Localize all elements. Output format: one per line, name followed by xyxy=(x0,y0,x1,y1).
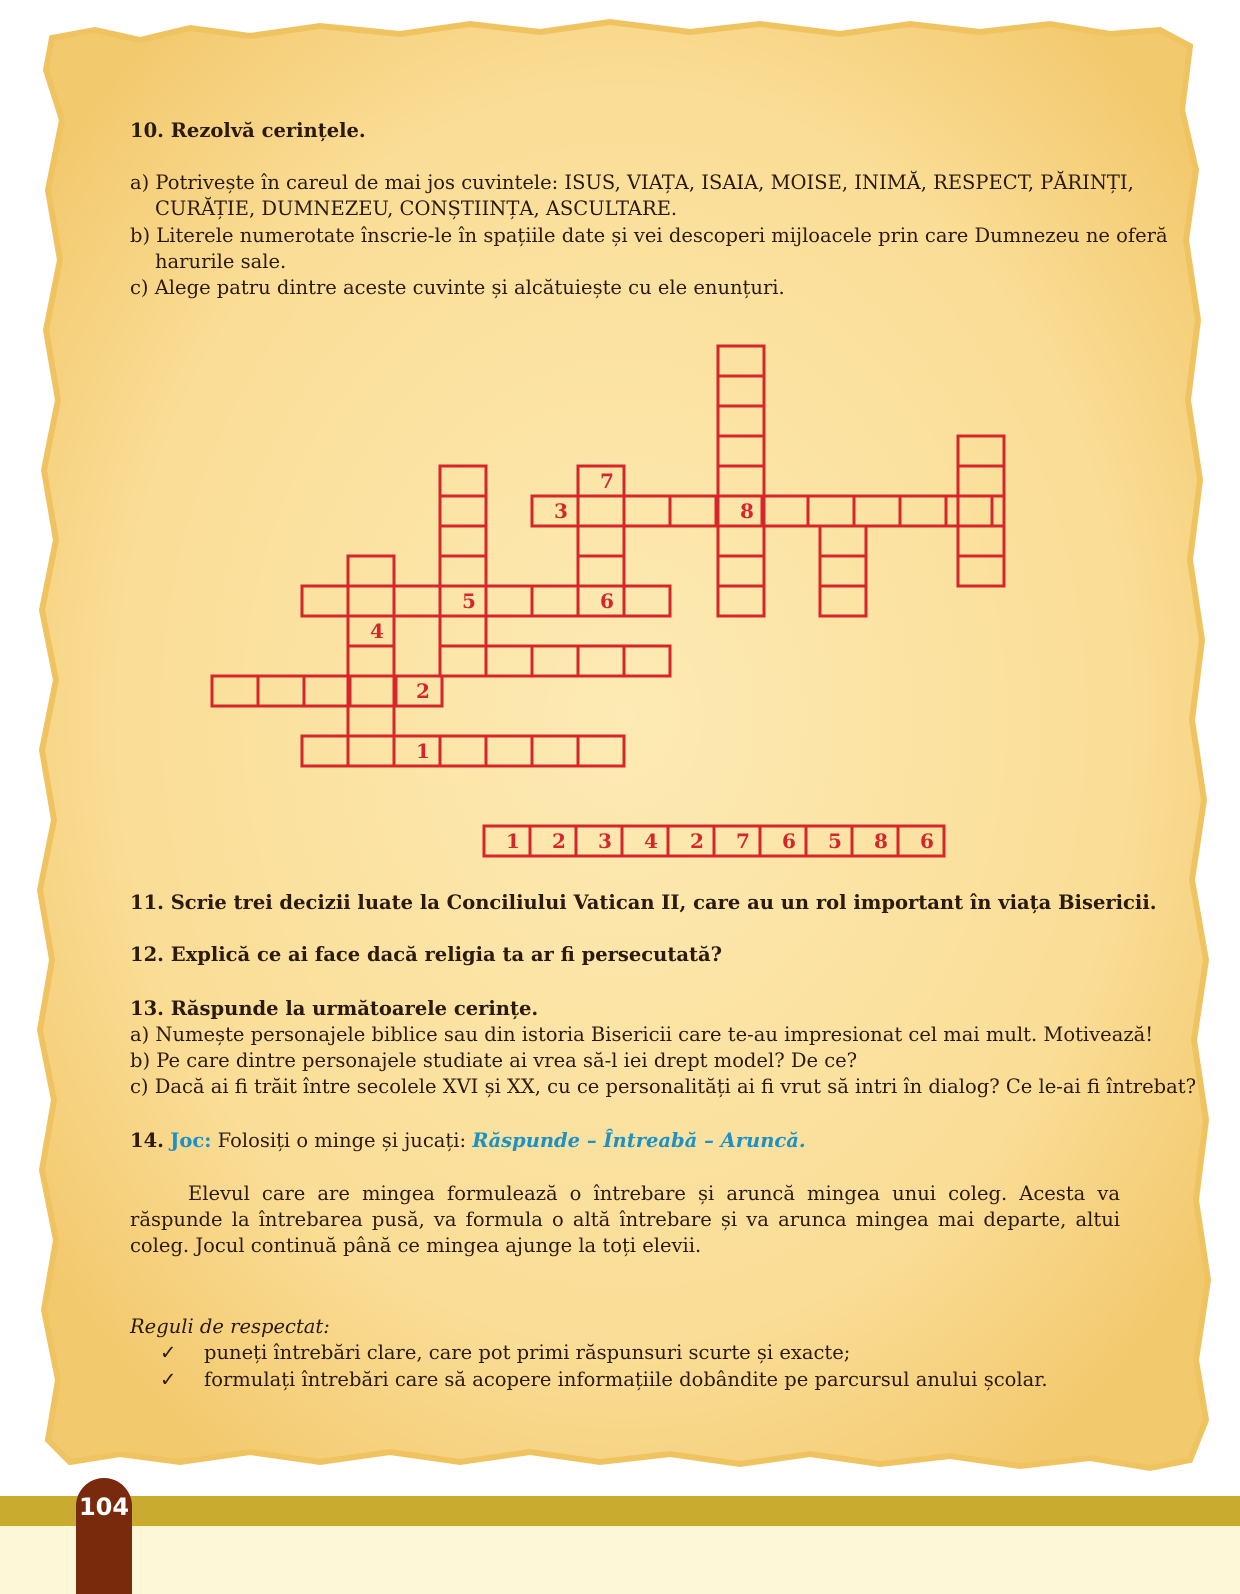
crossword-cell[interactable] xyxy=(440,556,486,586)
crossword-cell[interactable] xyxy=(578,736,624,766)
crossword-cell[interactable] xyxy=(958,496,1004,526)
crossword-cell[interactable] xyxy=(578,496,624,526)
crossword-cell[interactable] xyxy=(762,496,808,526)
rule-item xyxy=(130,1367,1048,1393)
crossword-cell[interactable] xyxy=(348,676,394,706)
answer-cell-number: 3 xyxy=(598,829,612,853)
q14-line xyxy=(130,1128,806,1154)
crossword-cell[interactable] xyxy=(578,526,624,556)
answer-cell-number: 6 xyxy=(920,829,934,853)
crossword-number-4: 4 xyxy=(370,619,384,643)
q14-joc-label: Joc: xyxy=(170,1129,212,1152)
crossword-cell[interactable] xyxy=(900,496,946,526)
crossword-cell[interactable] xyxy=(348,736,394,766)
crossword-number-3: 3 xyxy=(554,499,568,523)
crossword-cell[interactable] xyxy=(348,556,394,586)
crossword-cell[interactable] xyxy=(350,676,396,706)
crossword-cell[interactable] xyxy=(718,436,764,466)
q13-title: 13. Răspunde la următoarele cerințe. xyxy=(130,997,539,1020)
crossword-cell[interactable] xyxy=(718,376,764,406)
q10-c: c) Alege patru dintre aceste cuvinte și alcătuiește cu ele enunțuri. xyxy=(130,276,785,299)
crossword-cell[interactable] xyxy=(212,676,258,706)
q10-b-line2: harurile sale. xyxy=(155,250,287,273)
answer-cell-number: 6 xyxy=(782,829,796,853)
crossword-cell[interactable] xyxy=(440,526,486,556)
crossword-cell[interactable] xyxy=(302,736,348,766)
crossword-cell[interactable] xyxy=(440,466,486,496)
crossword-cell[interactable] xyxy=(440,646,486,676)
rule-text: puneți întrebări clare, care pot primi răspunsuri scurte și exacte; xyxy=(204,1341,851,1364)
crossword-cell[interactable] xyxy=(302,586,348,616)
q14-intro: Folosiți o minge și jucați: xyxy=(211,1129,473,1152)
check-icon: ✓ xyxy=(160,1368,177,1391)
crossword-cell[interactable] xyxy=(820,556,866,586)
crossword-cell[interactable] xyxy=(946,496,992,526)
answer-cell-number: 1 xyxy=(506,829,520,853)
crossword-cell[interactable] xyxy=(624,496,670,526)
crossword-cell[interactable] xyxy=(348,586,394,616)
crossword-cell[interactable] xyxy=(578,646,624,676)
q14-paragraph: Elevul care are mingea formulează o întrebare și aruncă mingea unui coleg. Acesta va răspunde la întrebarea pusă, va formula o altă întrebare și va arunca mingea mai departe, altui coleg. Jocul continuă până ce mingea ajunge la toți elevii. xyxy=(130,1182,1120,1257)
crossword-cell[interactable] xyxy=(394,586,440,616)
crossword-cell[interactable] xyxy=(820,526,866,556)
crossword-cell[interactable] xyxy=(670,496,716,526)
crossword-cell[interactable] xyxy=(808,496,854,526)
answer-cell-number: 4 xyxy=(644,829,658,853)
crossword-cell[interactable] xyxy=(716,496,762,526)
rule-text: formulați întrebări care să acopere informațiile dobândite pe parcursul anului școlar. xyxy=(204,1368,1048,1391)
crossword-number-6: 6 xyxy=(600,589,614,613)
crossword-cell[interactable] xyxy=(440,616,486,646)
crossword-cell[interactable] xyxy=(532,736,578,766)
crossword-cell[interactable] xyxy=(718,586,764,616)
q14-number: 14. xyxy=(130,1129,164,1152)
rule-item xyxy=(130,1340,850,1366)
q11: 11. Scrie trei decizii luate la Conciliului Vatican II, care au un rol important în viața Bisericii. xyxy=(130,891,1157,914)
q10-b-line1: b) Literele numerotate înscrie-le în spațiile date și vei descoperi mijloacele prin care Dumnezeu ne oferă xyxy=(130,224,1168,247)
crossword-cell[interactable] xyxy=(718,406,764,436)
crossword-cell[interactable] xyxy=(958,436,1004,466)
crossword-cell[interactable] xyxy=(718,526,764,556)
answer-cell-number: 2 xyxy=(552,829,566,853)
footer-band xyxy=(0,1496,1240,1526)
q13-b: b) Pe care dintre personajele studiate ai vrea să-l iei drept model? De ce? xyxy=(130,1049,858,1072)
q10-title: 10. Rezolvă cerințele. xyxy=(130,119,366,142)
crossword-number-1: 1 xyxy=(416,739,430,763)
check-icon: ✓ xyxy=(160,1341,177,1364)
footer-bottom xyxy=(0,1526,1240,1594)
crossword-cell[interactable] xyxy=(348,706,394,736)
crossword-cell[interactable] xyxy=(718,346,764,376)
crossword-cell[interactable] xyxy=(486,736,532,766)
answer-cell-number: 5 xyxy=(828,829,842,853)
q13-c: c) Dacă ai fi trăit între secolele XVI și XX, cu ce personalități ai fi vrut să intri în dialog? Ce le-ai fi întrebat? xyxy=(130,1075,1197,1098)
q13-a: a) Numește personajele biblice sau din istoria Bisericii care te-au impresionat cel mai mult. Motivează! xyxy=(130,1023,1154,1046)
crossword-number-8: 8 xyxy=(740,499,754,523)
answer-cell-number: 7 xyxy=(736,829,750,853)
crossword-cell[interactable] xyxy=(578,556,624,586)
crossword-cell[interactable] xyxy=(258,676,304,706)
answer-cell-number: 2 xyxy=(690,829,704,853)
q10-a-line1: a) Potrivește în careul de mai jos cuvintele: ISUS, VIAȚA, ISAIA, MOISE, INIMĂ, RESPECT, PĂRINȚI, xyxy=(130,171,1134,194)
crossword-cell[interactable] xyxy=(958,556,1004,586)
crossword-number-2: 2 xyxy=(416,679,430,703)
crossword-cell[interactable] xyxy=(624,586,670,616)
crossword-cell[interactable] xyxy=(624,646,670,676)
crossword-cell[interactable] xyxy=(854,496,900,526)
crossword-cell[interactable] xyxy=(820,586,866,616)
crossword-cell[interactable] xyxy=(532,586,578,616)
crossword-number-7: 7 xyxy=(600,469,614,493)
crossword-cell[interactable] xyxy=(718,466,764,496)
answer-cell-number: 8 xyxy=(874,829,888,853)
crossword-cell[interactable] xyxy=(958,466,1004,496)
crossword-cell[interactable] xyxy=(532,646,578,676)
q12: 12. Explică ce ai face dacă religia ta ar fi persecutată? xyxy=(130,943,723,966)
crossword-cell[interactable] xyxy=(718,556,764,586)
crossword-cell[interactable] xyxy=(486,586,532,616)
q14-game-name: Răspunde – Întreabă – Aruncă. xyxy=(472,1129,806,1152)
crossword-cell[interactable] xyxy=(304,676,350,706)
crossword-cell[interactable] xyxy=(958,526,1004,556)
page-number: 104 xyxy=(78,1493,130,1521)
crossword-cell[interactable] xyxy=(348,646,394,676)
q10-a-line2: CURĂȚIE, DUMNEZEU, CONȘTIINȚA, ASCULTARE. xyxy=(155,197,678,220)
crossword-cell[interactable] xyxy=(440,736,486,766)
crossword-cell[interactable] xyxy=(440,496,486,526)
crossword-cell[interactable] xyxy=(486,646,532,676)
rules-title: Reguli de respectat: xyxy=(130,1315,330,1338)
crossword-number-5: 5 xyxy=(462,589,476,613)
